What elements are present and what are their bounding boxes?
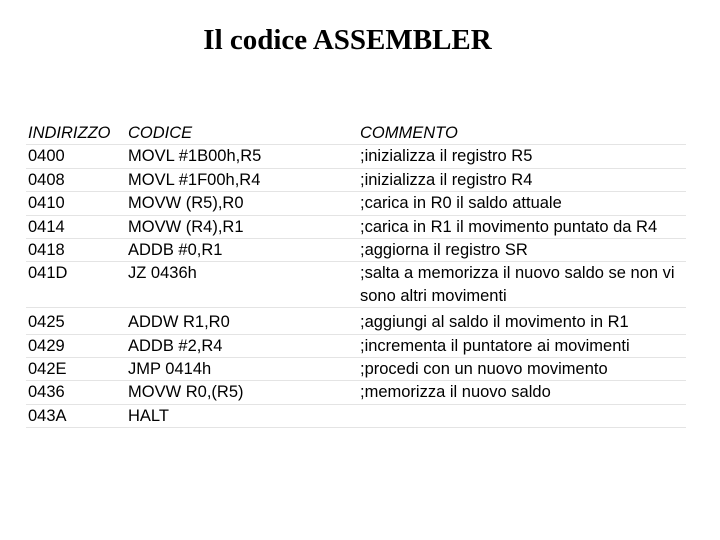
table-row xyxy=(26,169,686,192)
code-cell: HALT xyxy=(128,406,169,425)
assembler-table xyxy=(26,122,686,428)
page-title: Il codice ASSEMBLER xyxy=(203,24,492,56)
address-cell: 042E xyxy=(28,359,67,378)
table-row xyxy=(26,405,686,428)
comment-cell: ;inizializza il registro R4 xyxy=(360,170,533,189)
table-row xyxy=(26,381,686,404)
table-row xyxy=(26,145,686,168)
table-row xyxy=(26,216,686,239)
address-cell: 0425 xyxy=(28,313,65,332)
code-cell: ADDB #2,R4 xyxy=(128,336,223,355)
comment-cell: ;salta a memorizza il nuovo saldo se non vi xyxy=(360,264,675,283)
address-cell: 0408 xyxy=(28,170,65,189)
address-cell: 043A xyxy=(28,406,67,425)
header-code: CODICE xyxy=(128,124,193,142)
code-cell: MOVW (R5),R0 xyxy=(128,194,244,213)
table-row-continuation xyxy=(26,285,686,308)
comment-cell: ;carica in R1 il movimento puntato da R4 xyxy=(360,217,658,236)
code-cell: MOVL #1B00h,R5 xyxy=(128,147,262,166)
address-cell: 0418 xyxy=(28,240,65,259)
code-cell: MOVW (R4),R1 xyxy=(128,217,244,236)
header-address: INDIRIZZO xyxy=(28,124,111,142)
table-row xyxy=(26,239,686,262)
code-cell: ADDW R1,R0 xyxy=(128,313,230,332)
code-cell: JZ 0436h xyxy=(128,264,197,283)
table-row xyxy=(26,358,686,381)
code-cell: MOVW R0,(R5) xyxy=(128,383,244,402)
comment-cell: ;incrementa il puntatore ai movimenti xyxy=(360,336,630,355)
comment-cell: ;memorizza il nuovo saldo xyxy=(360,383,551,402)
code-cell: MOVL #1F00h,R4 xyxy=(128,170,261,189)
address-cell: 0410 xyxy=(28,194,65,213)
comment-cell: ;carica in R0 il saldo attuale xyxy=(360,194,562,213)
address-cell: 0400 xyxy=(28,147,65,166)
address-cell: 0436 xyxy=(28,383,65,402)
header-comment: COMMENTO xyxy=(360,124,458,142)
table-row xyxy=(26,192,686,215)
comment-cell: ;aggiungi al saldo il movimento in R1 xyxy=(360,313,629,332)
table-header xyxy=(26,122,686,145)
comment-cell: ;procedi con un nuovo movimento xyxy=(360,359,608,378)
comment-cell: ;aggiorna il registro SR xyxy=(360,240,528,259)
address-cell: 0414 xyxy=(28,217,65,236)
address-cell: 041D xyxy=(28,264,68,283)
code-cell: JMP 0414h xyxy=(128,359,212,378)
code-cell: ADDB #0,R1 xyxy=(128,240,223,259)
comment-cell: sono altri movimenti xyxy=(360,286,507,305)
comment-cell: ;inizializza il registro R5 xyxy=(360,147,533,166)
table-row xyxy=(26,262,686,284)
table-row xyxy=(26,311,686,334)
table-row xyxy=(26,335,686,358)
address-cell: 0429 xyxy=(28,336,65,355)
